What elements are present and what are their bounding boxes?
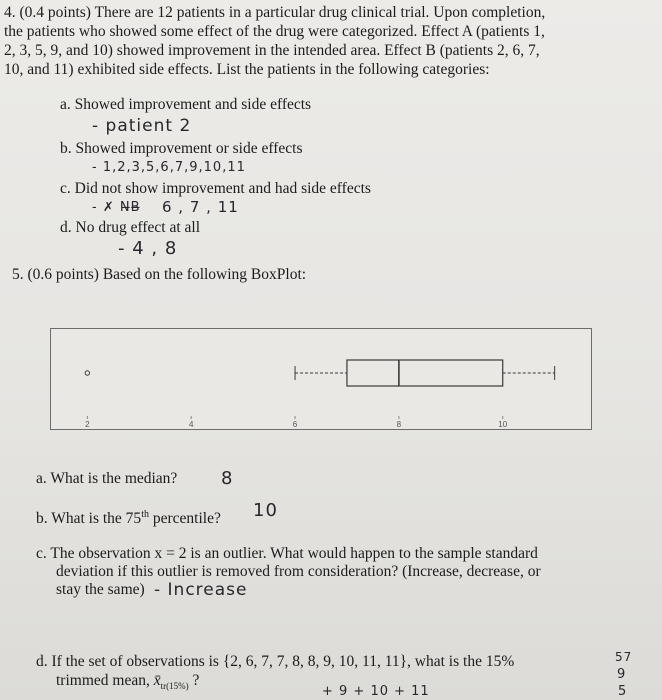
q5-part-d-answer-partial: + 9 + 10 + 11 (322, 684, 430, 699)
q5-part-b (36, 509, 221, 528)
outlier-point (85, 371, 89, 375)
q5-part-d-prefix: trimmed mean, (56, 672, 150, 689)
margin-note-3: 5 (618, 684, 628, 699)
q4-part-d: d. No drug effect at all (60, 219, 201, 236)
boxplot-frame (50, 328, 592, 430)
q5-part-c-answer: - Increase (154, 580, 248, 600)
x-tick-label: 10 (498, 420, 508, 429)
q4-part-b: b. Showed improvement or side effects (60, 140, 303, 157)
q5-part-d-symbol: x̄ (153, 672, 161, 689)
x-tick-label: 6 (292, 420, 298, 429)
q5-part-a-answer: 8 (221, 468, 234, 489)
q4-part-a: a. Showed improvement and side effects (60, 96, 312, 113)
boxplot-chart (51, 329, 591, 429)
x-tick-label: 8 (396, 420, 402, 429)
q5-part-b-sup: th (141, 509, 149, 520)
q5-part-c-line-3: stay the same) (56, 581, 145, 598)
q4-part-c-strike: - ✗ N̶B̶ (92, 200, 141, 215)
q5-part-a: a. What is the median? (36, 470, 178, 487)
q5-part-c-line-2: deviation if this outlier is removed from consideration? (Increase, decrease, or (56, 563, 541, 580)
q5-part-b-suffix: percentile? (152, 510, 221, 528)
q4-part-c: c. Did not show improvement and had side effects (60, 180, 371, 197)
q5-part-d-line-1: d. If the set of observations is {2, 6, 7, 7, 8, 8, 9, 10, 11, 11}, what is the 15% (36, 653, 515, 670)
q4-line-1: 4. (0.4 points) There are 12 patients in a particular drug clinical trial. Upon completion, (4, 4, 546, 21)
q5-part-d-sub: tr(15%) (160, 681, 189, 692)
q4-line-3: 2, 3, 5, 9, and 10) showed improvement in the intended area. Effect B (patients 2, 6, 7, (4, 42, 540, 59)
q4-part-d-answer: - 4 , 8 (118, 238, 178, 259)
q4-part-a-answer: - patient 2 (92, 116, 192, 136)
q5-part-c-line-1: c. The observation x = 2 is an outlier. What would happen to the sample standard (36, 545, 538, 562)
x-tick-label: 4 (188, 420, 194, 429)
q5-part-d-suffix: ? (192, 672, 200, 689)
margin-note-2: 9 (617, 667, 627, 682)
q5-part-b-answer: 10 (253, 500, 278, 521)
q5-part-d-line-2 (56, 672, 199, 691)
margin-note-1: 57 (615, 650, 633, 664)
q4-line-2: the patients who showed some effect of the drug were categorized. Effect A (patients 1, (4, 23, 545, 40)
q4-line-4: 10, and 11) exhibited side effects. List the patients in the following categories: (4, 61, 490, 78)
q5-part-b-prefix: b. What is the 75 (36, 510, 142, 528)
box-iqr (347, 360, 503, 386)
q4-part-c-answer: 6 , 7 , 11 (162, 198, 239, 216)
q4-part-b-answer: - 1,2,3,5,6,7,9,10,11 (92, 160, 246, 175)
x-tick-label: 2 (85, 420, 90, 429)
q5-title: 5. (0.6 points) Based on the following BoxPlot: (12, 266, 307, 283)
